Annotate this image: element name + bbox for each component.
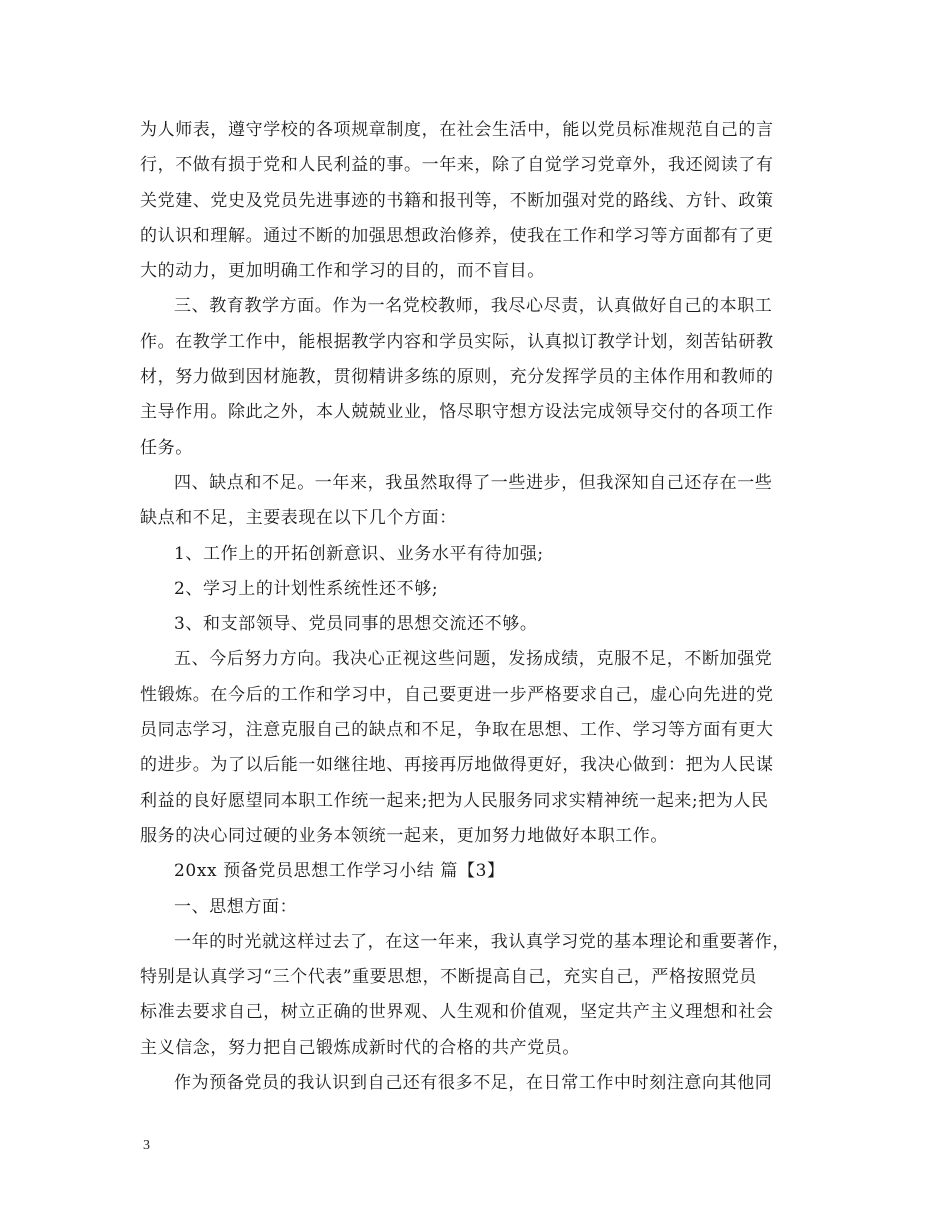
text-line: 性锻炼。在今后的工作和学习中，自己要更进一步严格要求自己，虚心向先进的党	[140, 684, 774, 705]
text-line: 2、学习上的计划性系统性还不够;	[174, 578, 439, 599]
text-line: 大的动力，更加明确工作和学习的目的，而不盲目。	[140, 261, 545, 282]
text-line: 主导作用。除此之外，本人兢兢业业，恪尽职守想方设法完成领导交付的各项工作	[140, 402, 774, 423]
text-line: 利益的良好愿望同本职工作统一起来;把为人民服务同求实精神统一起来;把为人民	[140, 790, 769, 811]
text-line: 一、思想方面：	[174, 896, 298, 917]
text-line: 三、教育教学方面。作为一名党校教师，我尽心尽责，认真做好自己的本职工	[174, 296, 773, 317]
text-line: 五、今后努力方向。我决心正视这些问题，发扬成绩，克服不足，不断加强党	[174, 649, 773, 670]
text-line: 行，不做有损于党和人民利益的事。一年来，除了自觉学习党章外，我还阅读了有	[140, 155, 774, 176]
text-line: 关党建、党史及党员先进事迹的书籍和报刊等，不断加强对党的路线、方针、政策	[140, 190, 774, 211]
document-body	[140, 113, 820, 1101]
text-line: 3、和支部领导、党员同事的思想交流还不够。	[174, 614, 538, 635]
text-line: 一年的时光就这样过去了，在这一年来，我认真学习党的基本理论和重要著作，	[174, 931, 790, 952]
text-line: 服务的决心同过硬的业务本领统一起来，更加努力地做好本职工作。	[140, 825, 668, 846]
page-number: 3	[143, 1138, 150, 1153]
text-line: 四、缺点和不足。一年来，我虽然取得了一些进步，但我深知自己还存在一些	[174, 472, 773, 493]
text-line: 的认识和理解。通过不断的加强思想政治修养，使我在工作和学习等方面都有了更	[140, 225, 774, 246]
text-line: 任务。	[140, 437, 193, 458]
text-line: 作。在教学工作中，能根据教学内容和学员实际，认真拟订教学计划，刻苦钻研教	[140, 331, 774, 352]
text-line: 员同志学习，注意克服自己的缺点和不足，争取在思想、工作、学习等方面有更大	[140, 720, 774, 741]
text-line: 标准去要求自己，树立正确的世界观、人生观和价值观，坚定共产主义理想和社会	[140, 1002, 774, 1023]
text-line: 主义信念，努力把自己锻炼成新时代的合格的共产党员。	[140, 1037, 580, 1058]
text-line: 的进步。为了以后能一如继往地、再接再厉地做得更好，我决心做到：把为人民谋	[140, 755, 774, 776]
text-line: 1、工作上的开拓创新意识、业务水平有待加强;	[174, 543, 544, 564]
text-line: 20xx 预备党员思想工作学习小结 篇【3】	[174, 861, 505, 882]
text-line: 特别是认真学习“三个代表”重要思想，不断提高自己，充实自己，严格按照党员	[140, 967, 757, 988]
text-line: 为人师表，遵守学校的各项规章制度，在社会生活中，能以党员标准规范自己的言	[140, 120, 774, 140]
text-line: 缺点和不足，主要表现在以下几个方面：	[140, 508, 457, 529]
text-line: 作为预备党员的我认识到自己还有很多不足，在日常工作中时刻注意向其他同	[174, 1073, 773, 1094]
text-line: 材，努力做到因材施教，贯彻精讲多练的原则，充分发挥学员的主体作用和教师的	[140, 367, 774, 388]
